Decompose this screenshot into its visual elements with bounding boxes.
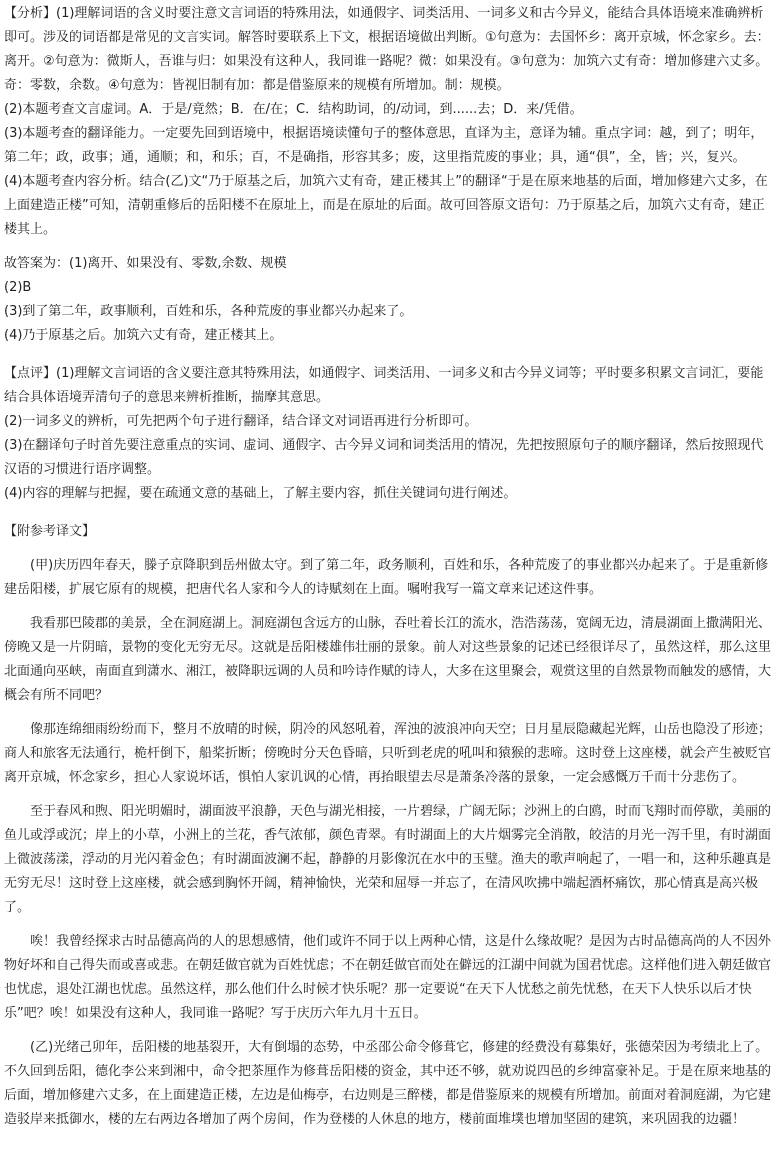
translation-para-5: 唉！我曾经探求古时品德高尚的人的思想感情，他们或许不同于以上两种心情，这是什么缘故呢？是因为古时品德高尚的人不因外物好坏和自己得失而或喜或悲。在朝廷做官就为百姓忧虑；不在朝廷做官而处在僻远的江湖中间就为国君忧虑。这样他们进入朝廷做官也忧虑，退处江湖也忧虑。虽然这样，那么他们什么时候才快乐呢？那一定要说“在天下人忧愁之前先忧愁，在天下人快乐以后才快乐”吧？唉！如果没有这种人，我同谁一路呢？写于庆历六年九月十五日。 (4, 934, 772, 1021)
analysis-intro: 【分析】(1)理解词语的含义时要注意文言词语的特殊用法，如通假字、词类活用、一词多义和古今异义，能结合具体语境来准确辨析即可。涉及的词语都是常见的文言实词。解答时要联系上下文，根据语境做出判断。①句意为：去国怀乡：离开京城，怀念家乡。去：离开。②句意为：微斯人，吾谁与归：如果没有这种人，我同谁一路呢？微：如果没有。③句意为：加筑六丈有奇：增加修建六丈多。奇：零数，余数。④句意为：皆视旧制有加：都是借鉴原来的规模有所增加。制：规模。 (4, 6, 770, 93)
answer-line-2: (2)B (4, 280, 32, 295)
translation-para-1: (甲)庆历四年春天，滕子京降职到岳州做太守。到了第二年，政务顺利，百姓和乐，各种荒废了的事业都兴办起来了。于是重新修建岳阳楼，扩展它原有的规模，把唐代名人家和今人的诗赋刻在上面。嘱咐我写一篇文章来记述这件事。 (4, 558, 769, 597)
analysis-q3: (3)本题考查的翻译能力。一定要先回到语境中，根据语境读懂句子的整体意思，直译为主，意译为辅。重点字词：越，到了；明年，第二年；政，政事；通，通顺；和，和乐；百，不是确指，形容其多；废，这里指荒废的事业；具，通“俱”，全，皆；兴，复兴。 (4, 126, 764, 165)
comment-line-4: (4)内容的理解与把握，要在疏通文意的基础上，了解主要内容，抓住关键词句进行阐述。 (4, 486, 517, 501)
translation-para-2: 我看那巴陵郡的美景，全在洞庭湖上。洞庭湖包含远方的山脉，吞吐着长江的流水，浩浩荡荡，宽阔无边，清晨湖面上撒满阳光、傍晚又是一片阴暗，景物的变化无穷无尽。这就是岳阳楼雄伟壮丽的景象。前人对这些景象的记述已经很详尽了，虽然这样，那么这里北面通向巫峡，南面直到潇水、湘江，被降职远调的人员和吟诗作赋的诗人，大多在这里聚会，观赏这里的自然景物而触发的感情，大概会有所不同吧？ (4, 616, 772, 703)
comment-line-3: (3)在翻译句子时首先要注意重点的实词、虚词、通假字、古今异义词和词类活用的情况，先把按照原句子的顺序翻译，然后按照现代汉语的习惯进行语序调整。 (4, 438, 764, 477)
translation-section (4, 520, 774, 1132)
answer-line-1: 故答案为：(1)离开、如果没有、零数,余数、规模 (4, 256, 287, 271)
translation-heading: 【附参考译文】 (4, 524, 96, 539)
answer-line-4: (4)乃于原基之后。加筑六丈有奇，建正楼其上。 (4, 328, 283, 343)
translation-para-4: 至于春风和煦、阳光明媚时，湖面波平浪静，天色与湖光相接，一片碧绿，广阔无际；沙洲上的白鸥，时而飞翔时而停歇，美丽的鱼儿或浮或沉；岸上的小草，小洲上的兰花，香气浓郁，颜色青翠。有时湖面上的大片烟雾完全消散，皎洁的月光一泻千里，有时湖面上微波荡漾，浮动的月光闪着金色；有时湖面波澜不起，静静的月影像沉在水中的玉璧。渔夫的歌声响起了，一唱一和，这种乐趣真是无穷无尽！这时登上这座楼，就会感到胸怀开阔，精神愉快，光荣和屈辱一并忘了，在清风吹拂中端起酒杯痛饮，那心情真是高兴极了。 (4, 804, 772, 915)
analysis-section (4, 2, 774, 242)
comment-line-2: (2)一词多义的辨析，可先把两个句子进行翻译，结合译文对词语再进行分析即可。 (4, 414, 478, 429)
analysis-q2: (2)本题考查文言虚词。A．于是/竟然；B．在/在；C．结构助词，的/动词，到......去；D．来/凭借。 (4, 102, 583, 117)
comment-line-1: 【点评】(1)理解文言词语的含义要注意其特殊用法，如通假字、词类活用、一词多义和古今异义词等；平时要多积累文言词汇，要能结合具体语境弄清句子的意思来辨析推断，揣摩其意思。 (4, 366, 764, 405)
translation-para-3: 像那连绵细雨纷纷而下，整月不放晴的时候，阴冷的风怒吼着，浑浊的波浪冲向天空；日月星辰隐藏起光辉，山岳也隐没了形迹；商人和旅客无法通行，桅杆倒下，船桨折断；傍晚时分天色昏暗，只听到老虎的吼叫和猿猴的悲啼。这时登上这座楼，就会产生被贬官离开京城，怀念家乡，担心人家说坏话，惧怕人家讥讽的心情，再抬眼望去尽是萧条冷落的景象，一定会感慨万千而十分悲伤了。 (4, 722, 772, 785)
comment-section (4, 362, 774, 506)
answer-section (4, 252, 774, 348)
analysis-q4: (4)本题考查内容分析。结合(乙)文“乃于原基之后，加筑六丈有奇，建正楼其上”的翻译“于是在原来地基的后面，增加修建六丈多，在上面建造正楼”可知，清朝重修后的岳阳楼不在原址上，而是在原址的后面。故可回答原文语句：乃于原基之后，加筑六丈有奇，建正楼其上。 (4, 174, 768, 237)
answer-line-3: (3)到了第二年，政事顺利，百姓和乐，各种荒废的事业都兴办起来了。 (4, 304, 413, 319)
translation-para-6: (乙)光绪己卯年，岳阳楼的地基裂开，大有倒塌的态势，中丞邵公命令修葺它，修建的经费没有募集好，张德荣因为考绩北上了。不久回到岳阳，德化李公来到湘中，命令把茶厘作为修葺岳阳楼的资金，其中还不够，就劝说四邑的乡绅富豪补足。于是在原来地基的后面，增加修建六丈多，在上面建造正楼，左边是仙梅亭，右边则是三醉楼，都是借鉴原来的规模有所增加。前面对着洞庭湖，为它建造驳岸来抵御水，楼的左右两边各增加了两个房间，作为登楼的人休息的地方，楼前面堆墣也增加坚固的建筑，来巩固我的边疆！ (4, 1040, 772, 1127)
